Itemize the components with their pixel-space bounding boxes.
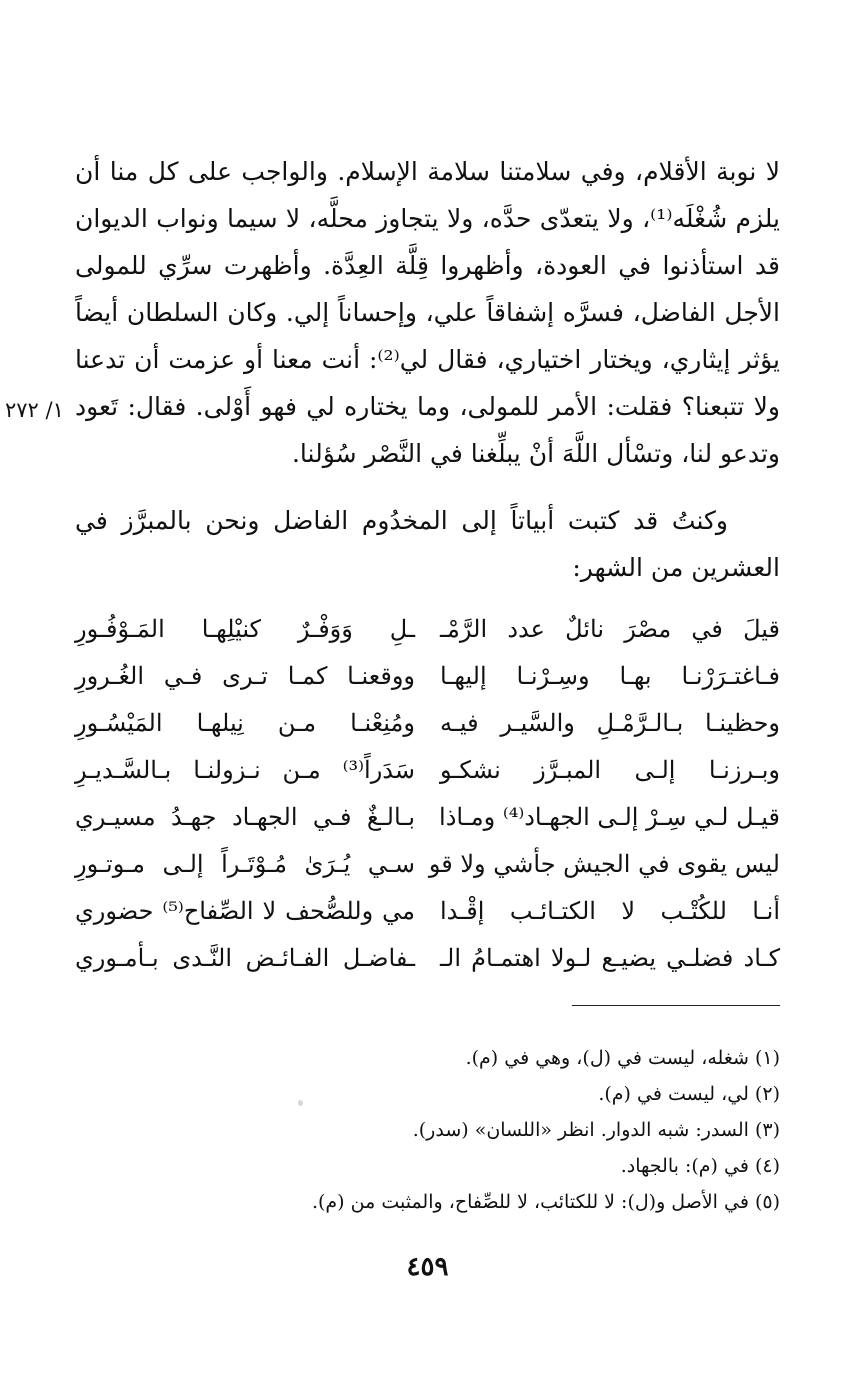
verse-second-hemistich: ووقعنـا كمـا تـرى فـي الغُـرورِ — [75, 661, 415, 690]
verse-first-hemistich: وبـرزنـا إلـى المبـرَّز نشكـو — [440, 755, 780, 784]
footnote-item: (٤) في (م): بالجهاد. — [620, 1155, 780, 1177]
body-paragraph-1 — [75, 148, 780, 477]
verse-line — [75, 746, 780, 793]
footnote-item: (١) شغله، ليست في (ل)، وهي في (م). — [465, 1047, 780, 1069]
verse-second-hemistich: مي وللصُّحف لا الصِّفاح⁽⁵⁾ حضوري — [75, 896, 416, 925]
footnote-divider — [572, 1005, 780, 1006]
verse-first-hemistich: قيلَ في مصْرَ نائلٌ عدد الرَّمْـ — [440, 614, 780, 643]
paragraph-text: وكنتُ قد كتبت أبياتاً إلى المخدُوم الفاضل ونحن بالمبرَّز في العشرين من الشهر: — [75, 506, 780, 582]
footnote-item: (٥) في الأصل و(ل): لا للكتائب، لا للصِّفاح، والمثبت من (م). — [311, 1191, 780, 1213]
verse-line — [75, 887, 780, 934]
verse-line — [75, 605, 780, 652]
body-paragraph-2 — [75, 497, 780, 591]
verse-line — [75, 840, 780, 887]
poem — [75, 605, 780, 981]
verse-first-hemistich: وحظينـا بـالـرَّمْـلِ والسَّيـر فيـه — [440, 708, 780, 737]
paragraph-text: لا نوبة الأقلام، وفي سلامتنا سلامة الإسلام. والواجب على كل منا أن يلزم شُغْلَه⁽¹⁾، ولا يتعدّى حدَّه، ولا يتجاوز محلَّه، لا سيما ونواب الديوان قد استأذنوا في العودة، وأظهروا قِلَّة العِدَّة. وأظهرت سرِّي للمولى الأجل الفاضل، فسرَّه إشفاقاً علي، وإحساناً إلي. وكان السلطان أيضاً يؤثر إيثاري، ويختار اختياري، فقال لي⁽²⁾: أنت معنا أو عزمت أن تدعنا ولا تتبعنا؟ فقلت: الأمر للمولى، وما يختاره لي فهو أَوْلى. فقال: تَعود وتدعو لنا، وتسْأل اللَّهَ أنْ يبلِّغنا في النَّصْر سُؤلنا. — [75, 157, 781, 468]
verse-second-hemistich: بـالـغٌ فـي الجهـاد جهـدُ مسيـري — [75, 802, 415, 831]
verse-first-hemistich: فـاغتـرَرْنـا بهـا وسِـرْنـا إليهـا — [440, 661, 780, 690]
verse-line — [75, 934, 780, 981]
verse-line — [75, 652, 780, 699]
verse-first-hemistich: ليس يقوى في الجيش جأشي ولا قو — [428, 849, 780, 878]
footnotes — [150, 1040, 780, 1220]
scan-speck — [298, 1100, 303, 1106]
verse-second-hemistich: سَدَراً⁽³⁾ مـن نـزولنـا بـالسَّـديـرِ — [75, 755, 415, 784]
verse-line — [75, 699, 780, 746]
footnote-item: (٣) السدر: شبه الدوار. انظر «اللسان» (سدر). — [412, 1119, 780, 1141]
margin-reference: ١/ ٢٧٢ — [5, 398, 64, 422]
verse-second-hemistich: ـفاضـل الفـائـض النَّـدى بـأمـوري — [75, 943, 415, 972]
verse-first-hemistich: قيـل لـي سِـرْ إلـى الجهـاد⁽⁴⁾ ومـاذا — [439, 802, 780, 831]
verse-second-hemistich: ومُنِعْنـا مـن نِيلهـا المَيْسُـورِ — [75, 708, 415, 737]
footnote-item: (٢) لي، ليست في (م). — [598, 1083, 780, 1105]
verse-first-hemistich: أنـا للكُتْـب لا الكتـائـب إقْـدا — [440, 896, 780, 925]
verse-second-hemistich: ـلِ وَوَفْـرٌ كنيْلِهـا المَـوْفُـورِ — [75, 614, 415, 643]
verse-line — [75, 793, 780, 840]
verse-first-hemistich: كـاد فضلـي يضيـع لـولا اهتمـامُ الـ — [440, 943, 780, 972]
verse-second-hemistich: سـي يُـرَىٰ مُـوْتَـراً إلـى مـوتـورِ — [75, 849, 415, 878]
page-number: ٤٥٩ — [406, 1252, 449, 1282]
